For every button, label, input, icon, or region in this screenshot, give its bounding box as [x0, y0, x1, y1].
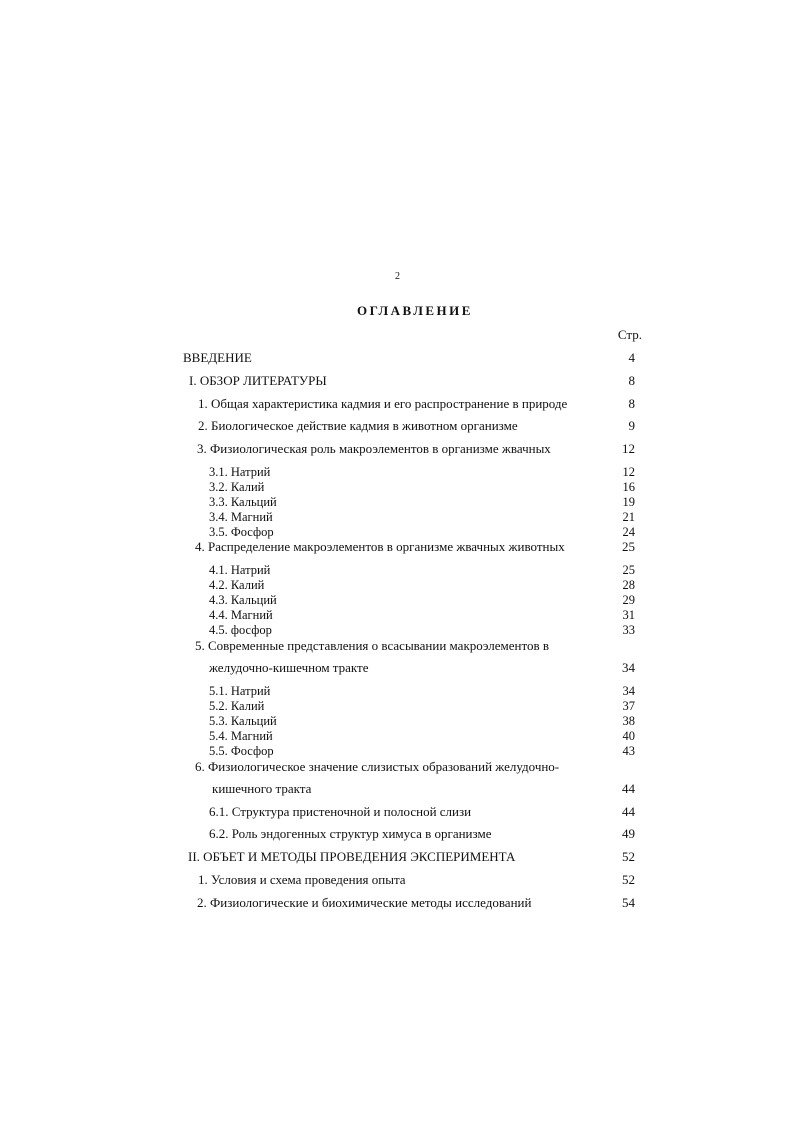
toc-entry-page: 44 — [622, 804, 635, 819]
toc-entry-text: 5.5. Фосфор — [209, 744, 274, 758]
toc-entry-page: 52 — [622, 872, 635, 887]
toc-entry-text: кишечного тракта — [212, 781, 312, 796]
toc-entry-page: 40 — [622, 729, 635, 743]
toc-entry-page: 8 — [628, 396, 635, 411]
toc-entry-text: желудочно-кишечном тракте — [209, 660, 369, 675]
toc-entry — [0, 781, 795, 797]
toc-entry-text: 4.2. Калий — [209, 578, 265, 592]
toc-entry-text: II. ОБЪЕТ И МЕТОДЫ ПРОВЕДЕНИЯ ЭКСПЕРИМЕНТА — [188, 849, 516, 864]
toc-entry-text: 5.2. Калий — [209, 699, 265, 713]
toc-entry-page: 12 — [622, 441, 635, 456]
toc-entry-text: I. ОБЗОР ЛИТЕРАТУРЫ — [189, 373, 327, 388]
page-number: 2 — [395, 271, 400, 282]
toc-entry-page: 54 — [622, 895, 635, 910]
toc-entry — [0, 373, 795, 389]
toc-entry — [0, 592, 795, 608]
toc-entry-text: 4. Распределение макроэлементов в организме жвачных животных — [195, 539, 565, 554]
toc-entry-text: 5.3. Кальций — [209, 714, 277, 728]
toc-entry-page: 43 — [622, 744, 635, 758]
toc-entry-page: 29 — [622, 593, 635, 607]
toc-entry-text: 3.3. Кальций — [209, 495, 277, 509]
toc-entry-page: 52 — [622, 849, 635, 864]
toc-entry — [0, 562, 795, 578]
toc-entry-text: ВВЕДЕНИЕ — [183, 350, 252, 365]
toc-entry-text: 6.1. Структура пристеночной и полосной слизи — [209, 804, 472, 819]
toc-entry-text: 5. Современные представления о всасывании макроэлементов в — [195, 638, 550, 653]
toc-entry — [0, 698, 795, 714]
toc-entry-page: 34 — [622, 660, 635, 675]
toc-entry — [0, 479, 795, 495]
toc-entry-text: 3.1. Натрий — [209, 465, 271, 479]
toc-entry-page: 44 — [622, 781, 635, 796]
toc-entry-text: 4.3. Кальций — [209, 593, 277, 607]
pages-column-header: Стр. — [617, 327, 642, 342]
toc-entry-page: 4 — [628, 350, 635, 365]
toc-entry-page: 8 — [628, 373, 635, 388]
toc-entry — [0, 804, 795, 820]
toc-entry-page: 24 — [622, 525, 635, 539]
toc-entry — [0, 524, 795, 540]
toc-entry — [0, 759, 795, 775]
toc-entry — [0, 683, 795, 699]
toc-entry-text: 2. Биологическое действие кадмия в животном организме — [198, 418, 518, 433]
toc-entry-text: 4.5. фосфор — [209, 623, 272, 637]
toc-entry — [0, 418, 795, 434]
toc-entry-page: 38 — [622, 714, 635, 728]
toc-entry — [0, 577, 795, 593]
toc-entry — [0, 509, 795, 525]
toc-entry-page: 12 — [622, 465, 635, 479]
toc-entry-text: 6. Физиологическое значение слизистых образований желудочно- — [195, 759, 560, 774]
toc-entry-page: 16 — [622, 480, 635, 494]
toc-entry — [0, 743, 795, 759]
toc-entry-text: 4.1. Натрий — [209, 563, 271, 577]
toc-entry — [0, 660, 795, 676]
toc-entry — [0, 464, 795, 480]
toc-entry-text: 3.5. Фосфор — [209, 525, 274, 539]
toc-entry-text: 2. Физиологические и биохимические методы исследований — [197, 895, 532, 910]
toc-entry — [0, 350, 795, 366]
toc-entry-page: 37 — [622, 699, 635, 713]
toc-entry — [0, 607, 795, 623]
toc-entry — [0, 396, 795, 412]
toc-entry — [0, 895, 795, 911]
toc-entry — [0, 638, 795, 654]
toc-entry-page: 31 — [622, 608, 635, 622]
toc-entry-text: 4.4. Магний — [209, 608, 273, 622]
toc-entry-page: 9 — [628, 418, 635, 433]
toc-title: ОГЛАВЛЕНИЕ — [357, 303, 473, 318]
toc-entry — [0, 622, 795, 638]
toc-entry-text: 5.4. Магний — [209, 729, 273, 743]
toc-entry — [0, 872, 795, 888]
toc-entry-page: 33 — [622, 623, 635, 637]
toc-entry — [0, 826, 795, 842]
toc-entry-text: 1. Общая характеристика кадмия и его распространение в природе — [198, 396, 568, 411]
toc-entry — [0, 713, 795, 729]
toc-entry-page: 25 — [622, 539, 635, 554]
toc-entry-text: 3.4. Магний — [209, 510, 273, 524]
toc-entry-text: 3. Физиологическая роль макроэлементов в организме жвачных — [197, 441, 551, 456]
toc-entry-text: 6.2. Роль эндогенных структур химуса в организме — [209, 826, 492, 841]
toc-entry-page: 49 — [622, 826, 635, 841]
toc-entry-page: 19 — [622, 495, 635, 509]
toc-entry — [0, 539, 795, 555]
toc-entry-page: 34 — [622, 684, 635, 698]
toc-entry-page: 25 — [622, 563, 635, 577]
toc-entry — [0, 441, 795, 457]
toc-entry — [0, 728, 795, 744]
toc-entry — [0, 849, 795, 865]
toc-entry-text: 1. Условия и схема проведения опыта — [198, 872, 406, 887]
toc-entry-text: 5.1. Натрий — [209, 684, 271, 698]
toc-entry-page: 28 — [622, 578, 635, 592]
toc-entry-text: 3.2. Калий — [209, 480, 265, 494]
toc-entry-page: 21 — [622, 510, 635, 524]
toc-entry — [0, 494, 795, 510]
